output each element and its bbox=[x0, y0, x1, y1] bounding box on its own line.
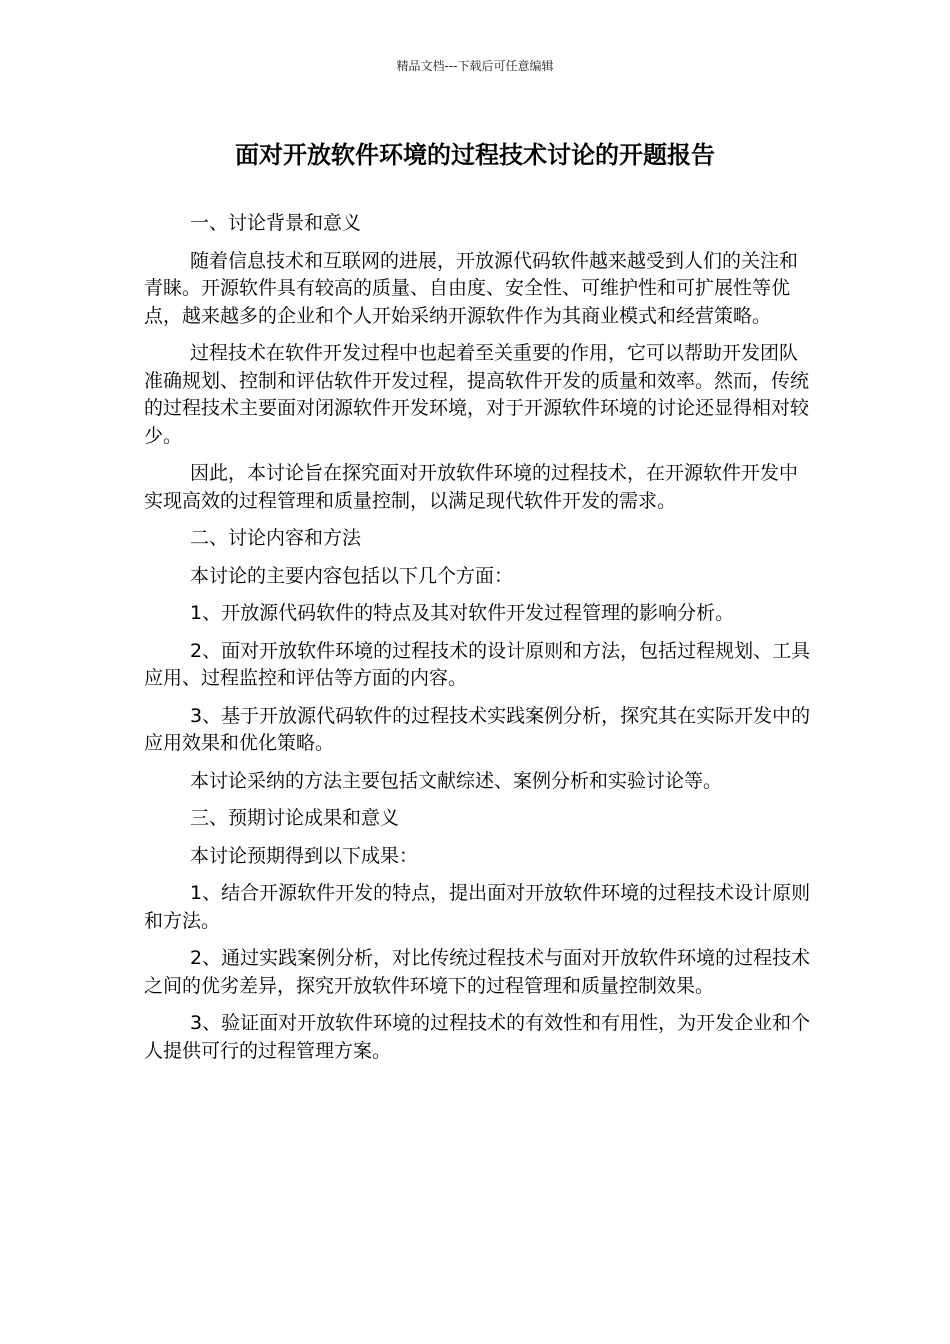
paragraph-content-intro: 本讨论的主要内容包括以下几个方面： bbox=[190, 564, 514, 587]
paragraph-background-3: 因此，本讨论旨在探究面对开放软件环境的过程技术，在开源软件开发中实现高效的过程管理和质量控制，以满足现代软件开发的需求。 bbox=[144, 462, 799, 512]
list-item-content-3: 3、基于开放源代码软件的过程技术实践案例分析，探究其在实际开发中的应用效果和优化策略。 bbox=[144, 704, 811, 754]
header-note: 精品文档---下载后可任意编辑 bbox=[396, 59, 554, 73]
document-body bbox=[144, 210, 816, 1075]
section-heading-1: 一、讨论背景和意义 bbox=[190, 212, 362, 234]
paragraph-methods: 本讨论采纳的方法主要包括文献综述、案例分析和实验讨论等。 bbox=[190, 769, 723, 792]
section-heading-3: 三、预期讨论成果和意义 bbox=[190, 807, 400, 829]
list-item-outcome-1: 1、结合开源软件开发的特点，提出面对开放软件环境的过程技术设计原则和方法。 bbox=[144, 882, 811, 932]
paragraph-outcomes-intro: 本讨论预期得到以下成果： bbox=[190, 844, 419, 867]
list-item-outcome-2: 2、通过实践案例分析，对比传统过程技术与面对开放软件环境的过程技术之间的优劣差异，探究开放软件环境下的过程管理和质量控制效果。 bbox=[144, 947, 811, 997]
list-item-outcome-3: 3、验证面对开放软件环境的过程技术的有效性和有用性，为开发企业和个人提供可行的过程管理方案。 bbox=[144, 1012, 811, 1062]
list-item-content-2: 2、面对开放软件环境的过程技术的设计原则和方法，包括过程规划、工具应用、过程监控和评估等方面的内容。 bbox=[144, 639, 811, 689]
document-title: 面对开放软件环境的过程技术讨论的开题报告 bbox=[235, 141, 715, 169]
paragraph-background-2: 过程技术在软件开发过程中也起着至关重要的作用，它可以帮助开发团队准确规划、控制和评估软件开发过程，提高软件开发的质量和效率。然而，传统的过程技术主要面对闭源软件开发环境，对于开源软件环境的讨论还显得相对较少。 bbox=[144, 342, 810, 447]
list-item-content-1: 1、开放源代码软件的特点及其对软件开发过程管理的影响分析。 bbox=[190, 602, 735, 624]
paragraph-background-1: 随着信息技术和互联网的进展，开放源代码软件越来越受到人们的关注和青睐。开源软件具有较高的质量、自由度、安全性、可维护性和可扩展性等优点，越来越多的企业和个人开始采纳开源软件作为其商业模式和经营策略。 bbox=[144, 249, 799, 327]
section-heading-2: 二、讨论内容和方法 bbox=[190, 527, 362, 549]
